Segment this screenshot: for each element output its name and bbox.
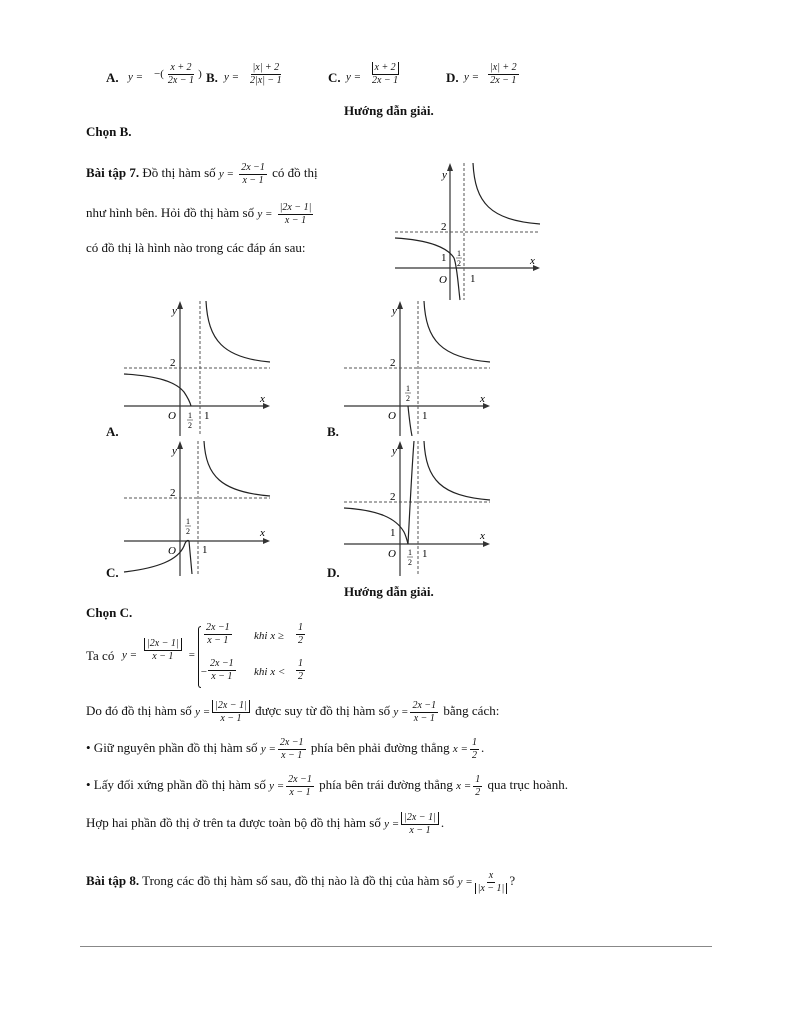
solution-bullet-1: • Giữ nguyên phần đồ thị hàm số y = $\frac{2x -1}{x - 1}$ phía bên phải đường thẳng x = $\frac{1}{2}$ . — [86, 737, 485, 761]
exercise-7-fraction-1: $\frac{2x -1}{x - 1}$ — [241, 162, 265, 186]
footer-divider — [80, 946, 712, 947]
svg-text:y: y — [392, 445, 397, 457]
piecewise-formula: Ta có y = $\frac{|2x - 1|}{x - 1}$ = $\frac{2x -1}{x - 1}$ khi x ≥ $\frac{1}{2}$ − $\frac{2x -1}{x - 1}$ khi x < $\frac{1}{2}$ — [86, 622, 426, 692]
svg-text:1: 1 — [422, 410, 428, 422]
origin-label: O — [439, 274, 447, 286]
graph-option-c — [118, 436, 276, 576]
graph-option-b — [338, 296, 496, 436]
svg-text:1: 1 — [390, 527, 396, 539]
brace — [198, 626, 201, 688]
option-b-formula: $\frac{|x| + 2}{2|x| - 1}$ — [250, 62, 282, 86]
svg-text:O: O — [168, 545, 176, 557]
exercise-8: Bài tập 8. Trong các đồ thị hàm số sau, đồ thị nào là đồ thị của hàm số y = $\frac{x}{|x - 1|}$ ? — [86, 870, 516, 894]
option-a-label: A. — [106, 70, 119, 85]
svg-text:O: O — [388, 548, 396, 560]
tick-2: 2 — [441, 221, 447, 233]
ta-co-text: Ta có — [86, 648, 115, 663]
x-label: x — [530, 255, 535, 267]
svg-text:1: 1 — [408, 548, 412, 557]
option-c-label: C. — [328, 70, 341, 85]
guide-title-1: Hướng dẫn giải. — [344, 103, 434, 118]
svg-text:1: 1 — [202, 544, 208, 556]
option-b-graph-label: B. — [327, 424, 339, 439]
answer-2: Chọn C. — [86, 605, 133, 620]
svg-text:2: 2 — [188, 421, 192, 430]
case-2-condition: khi x < — [254, 666, 286, 678]
option-c-graph-label: C. — [106, 565, 119, 580]
solution-bullet-2: • Lấy đối xứng phần đồ thị hàm số y = $\frac{2x -1}{x - 1}$ phía bên trái đường thẳng x = $\frac{1}{2}$ qua trục hoành. — [86, 774, 568, 798]
svg-text:2: 2 — [186, 527, 190, 536]
tick-1-y: 1 — [441, 252, 447, 264]
curve-right — [473, 163, 540, 224]
option-d-graph-label: D. — [327, 565, 340, 580]
option-d-formula: $\frac{|x| + 2}{2x - 1}$ — [490, 62, 517, 86]
answer-1: Chọn B. — [86, 124, 132, 139]
previous-options-row — [106, 62, 666, 98]
svg-text:2: 2 — [170, 487, 176, 499]
option-a-graph-label: A. — [106, 424, 119, 439]
option-a-formula: −( $\frac{x + 2}{2x - 1}$ ) — [154, 62, 202, 86]
exercise-7-line-2: như hình bên. Hỏi đồ thị hàm số y = $\frac{|2x - 1|}{x - 1}$ — [86, 202, 312, 226]
option-c-y: y = — [346, 71, 362, 83]
guide-title-2: Hướng dẫn giải. — [344, 584, 434, 599]
svg-text:x: x — [260, 393, 265, 405]
reference-graph — [390, 158, 550, 303]
option-a-y: y = — [128, 71, 144, 83]
svg-text:x: x — [480, 530, 485, 542]
svg-text:O: O — [388, 410, 396, 422]
svg-text:1: 1 — [186, 517, 190, 526]
exercise-8-title: Bài tập 8. — [86, 872, 140, 888]
exercise-7-line-1: Bài tập 7. Đồ thị hàm số y = $\frac{2x -1}{x - 1}$ có đồ thị — [86, 162, 318, 186]
tick-1-x: 1 — [470, 273, 476, 285]
svg-text:2: 2 — [170, 357, 176, 369]
graph-option-a — [118, 296, 276, 436]
svg-text:2: 2 — [390, 357, 396, 369]
svg-text:1: 1 — [406, 384, 410, 393]
svg-text:1: 1 — [188, 411, 192, 420]
svg-text:x: x — [480, 393, 485, 405]
svg-text:1: 1 — [422, 548, 428, 560]
exercise-7-line-3: có đồ thị là hình nào trong các đáp án sau: — [86, 240, 306, 255]
option-d-y: y = — [464, 71, 480, 83]
svg-text:y: y — [172, 305, 177, 317]
option-b-y: y = — [224, 71, 240, 83]
option-d-label: D. — [446, 70, 459, 85]
solution-line-1: Do đó đồ thị hàm số y = $\frac{|2x - 1|}{x - 1}$ được suy từ đồ thị hàm số y = $\frac{2x -1}{x - 1}$ bằng cách: — [86, 700, 500, 724]
option-b-label: B. — [206, 70, 218, 85]
svg-text:2: 2 — [406, 394, 410, 403]
svg-text:2: 2 — [457, 259, 461, 268]
svg-text:1: 1 — [204, 410, 210, 422]
svg-text:y: y — [172, 445, 177, 457]
exercise-7-title: Bài tập 7. — [86, 164, 140, 180]
svg-text:y: y — [392, 305, 397, 317]
option-c-formula: $\frac{x + 2}{2x - 1}$ — [372, 62, 399, 86]
svg-text:1: 1 — [457, 249, 461, 258]
graph-option-d — [338, 436, 496, 576]
exercise-7-fraction-2: $\frac{|2x - 1|}{x - 1}$ — [279, 202, 312, 226]
svg-text:O: O — [168, 410, 176, 422]
svg-text:2: 2 — [390, 491, 396, 503]
svg-text:x: x — [260, 527, 265, 539]
case-1-condition: khi x ≥ — [254, 630, 284, 642]
svg-text:2: 2 — [408, 558, 412, 567]
y-label: y — [442, 169, 447, 181]
solution-last-line: Hợp hai phần đồ thị ở trên ta được toàn bộ đồ thị hàm số y = $\frac{|2x - 1|}{x - 1}$ . — [86, 812, 445, 836]
